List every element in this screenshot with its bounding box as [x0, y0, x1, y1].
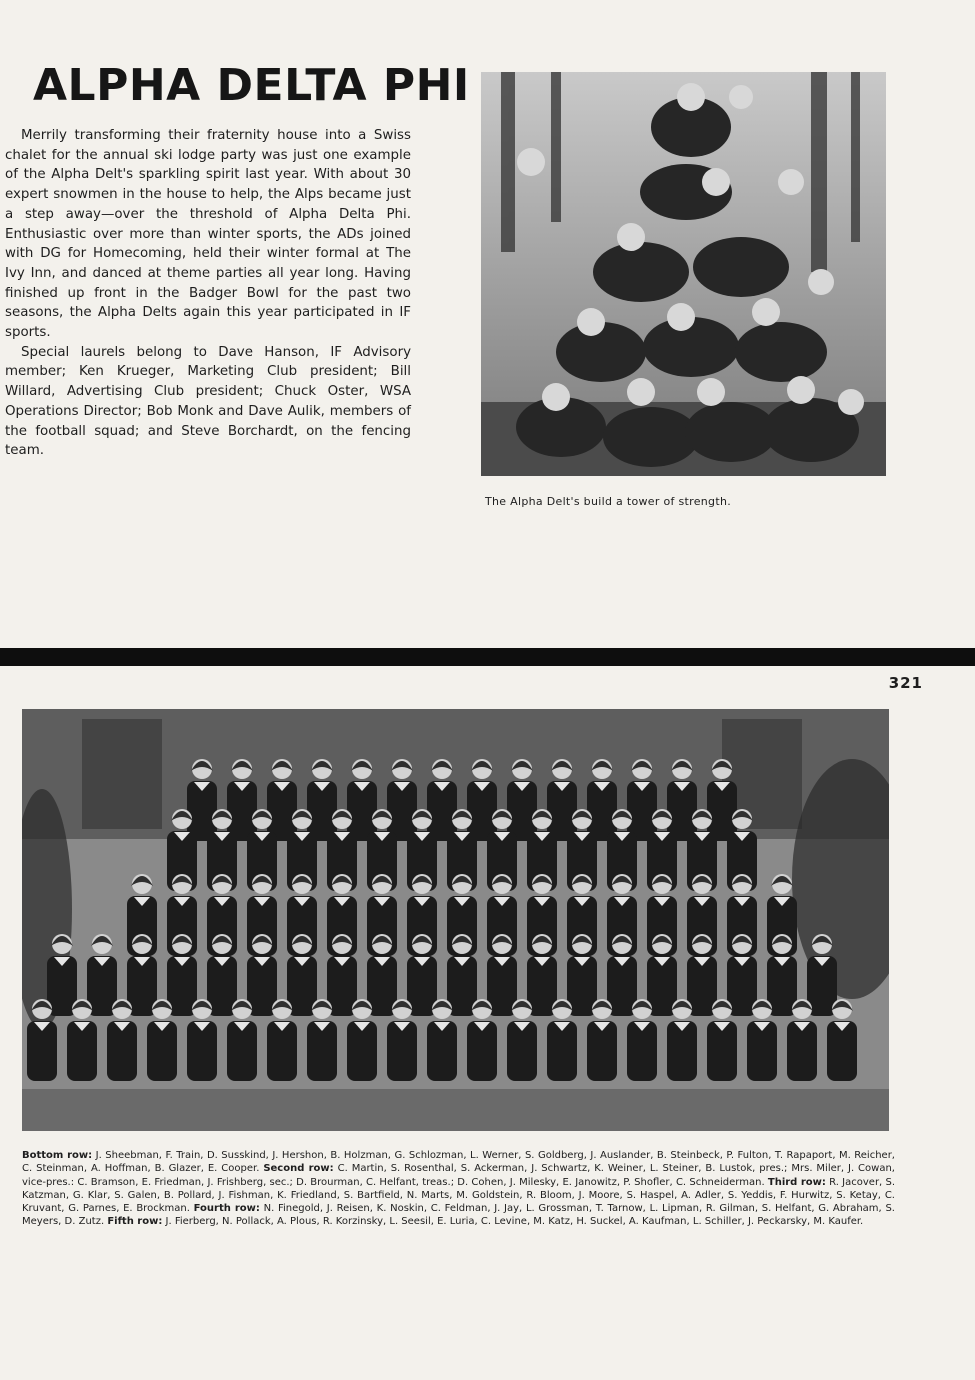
roster-row-label: Fourth row: — [193, 1203, 260, 1215]
roster-row-names: N. Finegold, J. Reisen, K. Noskin, C. Feldman, J. Jay, L. Grossman, T. Tarnow, L. Lipman, R. Gilman, S. Helfant, G. Abraham, S. Meyers, D. Zutz. — [22, 1203, 895, 1228]
page-number: 321 — [888, 674, 923, 692]
article-body — [5, 126, 411, 461]
roster-row-names: C. Martin, S. Rosenthal, S. Ackerman, J. Schwartz, K. Weiner, L. Steiner, B. Lustok, pres.; Mrs. Miler, J. Cowan, vice-pres.: C. Bramson, E. Friedman, J. Frishberg, sec.; D. Brourman, C. Helfant, treas.; D. Cohen, J. Milesky, E. Janowitz, P. Shofler, C. Schneiderman. — [22, 1163, 895, 1188]
roster-row-label: Bottom row: — [22, 1150, 93, 1161]
roster-row-names: J. Fierberg, N. Pollack, A. Plous, R. Korzinsky, L. Seesil, E. Luria, C. Levine, M. Katz, H. Suckel, A. Kaufman, L. Schiller, J. Peckarsky, M. Kaufer. — [162, 1216, 864, 1228]
roster-row-label: Third row: — [767, 1176, 826, 1188]
group-portrait-photo — [22, 709, 889, 1131]
roster-row-label: Second row: — [263, 1163, 334, 1175]
section-divider — [0, 648, 975, 666]
roster-row-names: J. Sheebman, F. Train, D. Susskind, J. Hershon, B. Holzman, G. Schlozman, L. Werner, S. Goldberg, J. Auslander, B. Steinbeck, P. Fulton, T. Rapaport, M. Reicher, C. Steinman, A. Hoffman, B. Glazer, E. Cooper. — [22, 1150, 895, 1175]
roster-row-names: R. Jacover, S. Katzman, G. Klar, S. Galen, B. Pollard, J. Fishman, K. Friedland, S. Bartfield, N. Marts, M. Goldstein, R. Bloom, J. Moore, S. Haspel, A. Adler, S. Yeddis, F. Hurwitz, S. Ketay, C. Kruvant, G. Parnes, E. Brockman. — [22, 1176, 895, 1215]
photo-caption: The Alpha Delt's build a tower of strength. — [485, 495, 732, 508]
page-title: ALPHA DELTA PHI — [33, 60, 470, 111]
article-paragraph: Merrily transforming their fraternity house into a Swiss chalet for the annual ski lodge party was just one example of the Alpha Delt's sparkling spirit last year. With about 30 expert snowmen in the house to help, the Alps became just a step away—over the threshold of Alpha Delta Phi. Enthusiastic over more than winter sports, the ADs joined with DG for Homecoming, held their winter formal at The Ivy Inn, and danced at theme parties all year long. Having finished up front in the Badger Bowl for the past two seasons, the Alpha Delts again this year participated in IF sports. — [5, 128, 411, 341]
fraternity-pyramid-photo — [481, 72, 886, 476]
member-roster — [22, 1149, 895, 1229]
roster-row-label: Fifth row: — [107, 1216, 163, 1228]
article-paragraph: Special laurels belong to Dave Hanson, IF Advisory member; Ken Krueger, Marketing Club president; Bill Willard, Advertising Club president; Chuck Oster, WSA Operations Director; Bob Monk and Dave Aulik, members of the football squad; and Steve Borchardt, on the fencing team. — [5, 344, 411, 459]
